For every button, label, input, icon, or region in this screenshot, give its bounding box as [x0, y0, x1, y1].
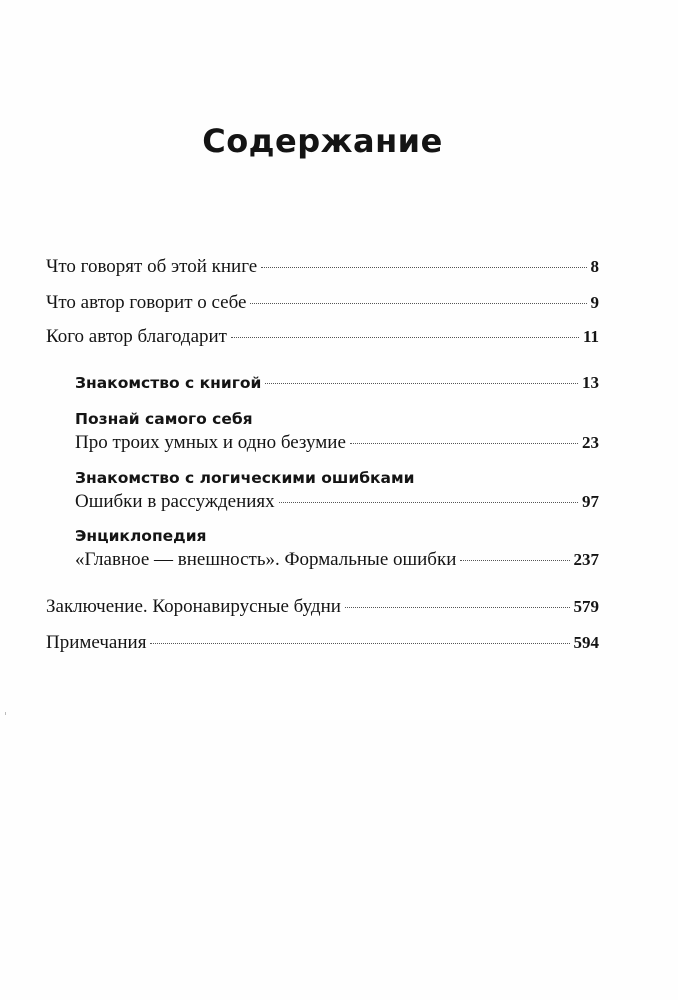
dot-leader — [250, 303, 586, 304]
toc-page-number: 579 — [573, 597, 599, 616]
toc-entry-label: Кого автор благодарит — [46, 326, 227, 347]
toc-page-number: 97 — [582, 492, 599, 511]
toc-entry-label: «Главное — внешность». Формальные ошибки — [75, 549, 457, 570]
toc-page-number: 237 — [573, 550, 599, 569]
section-heading: Знакомство с логическими ошибками — [75, 469, 415, 487]
page-title: Содержание — [202, 122, 443, 160]
dot-leader — [345, 607, 570, 608]
toc-entry[interactable] — [46, 596, 599, 622]
dot-leader — [261, 267, 586, 268]
dot-leader — [265, 383, 578, 384]
toc-entry[interactable] — [75, 491, 599, 517]
toc-page-number: 23 — [582, 433, 599, 452]
toc-entry[interactable] — [75, 549, 599, 575]
toc-entry[interactable] — [75, 432, 599, 458]
dot-leader — [460, 560, 569, 561]
toc-page-number: 13 — [582, 373, 599, 392]
dot-leader — [350, 443, 578, 444]
toc-entry[interactable] — [46, 256, 599, 282]
toc-entry-label: Примечания — [46, 632, 147, 653]
toc-page-number: 11 — [582, 327, 599, 346]
scan-margin-mark — [5, 712, 6, 715]
toc-entry[interactable] — [46, 326, 599, 352]
dot-leader — [231, 337, 579, 338]
toc-entry[interactable] — [46, 632, 599, 658]
toc-entry-label: Про троих умных и одно безумие — [75, 432, 346, 453]
toc-entry-label: Что говорят об этой книге — [46, 256, 258, 277]
toc-entry-label: Что автор говорит о себе — [46, 292, 247, 313]
toc-page-number: 9 — [590, 293, 599, 312]
section-heading: Знакомство с книгой — [75, 374, 262, 392]
section-heading: Познай самого себя — [75, 410, 253, 428]
toc-entry[interactable] — [46, 292, 599, 318]
dot-leader — [279, 502, 578, 503]
toc-section-entry[interactable] — [75, 373, 599, 399]
section-heading: Энциклопедия — [75, 527, 207, 545]
toc-page-number: 8 — [590, 257, 599, 276]
toc-page-number: 594 — [573, 633, 599, 652]
toc-entry-label: Ошибки в рассуждениях — [75, 491, 275, 512]
dot-leader — [150, 643, 569, 644]
toc-entry-label: Заключение. Коронавирусные будни — [46, 596, 341, 617]
